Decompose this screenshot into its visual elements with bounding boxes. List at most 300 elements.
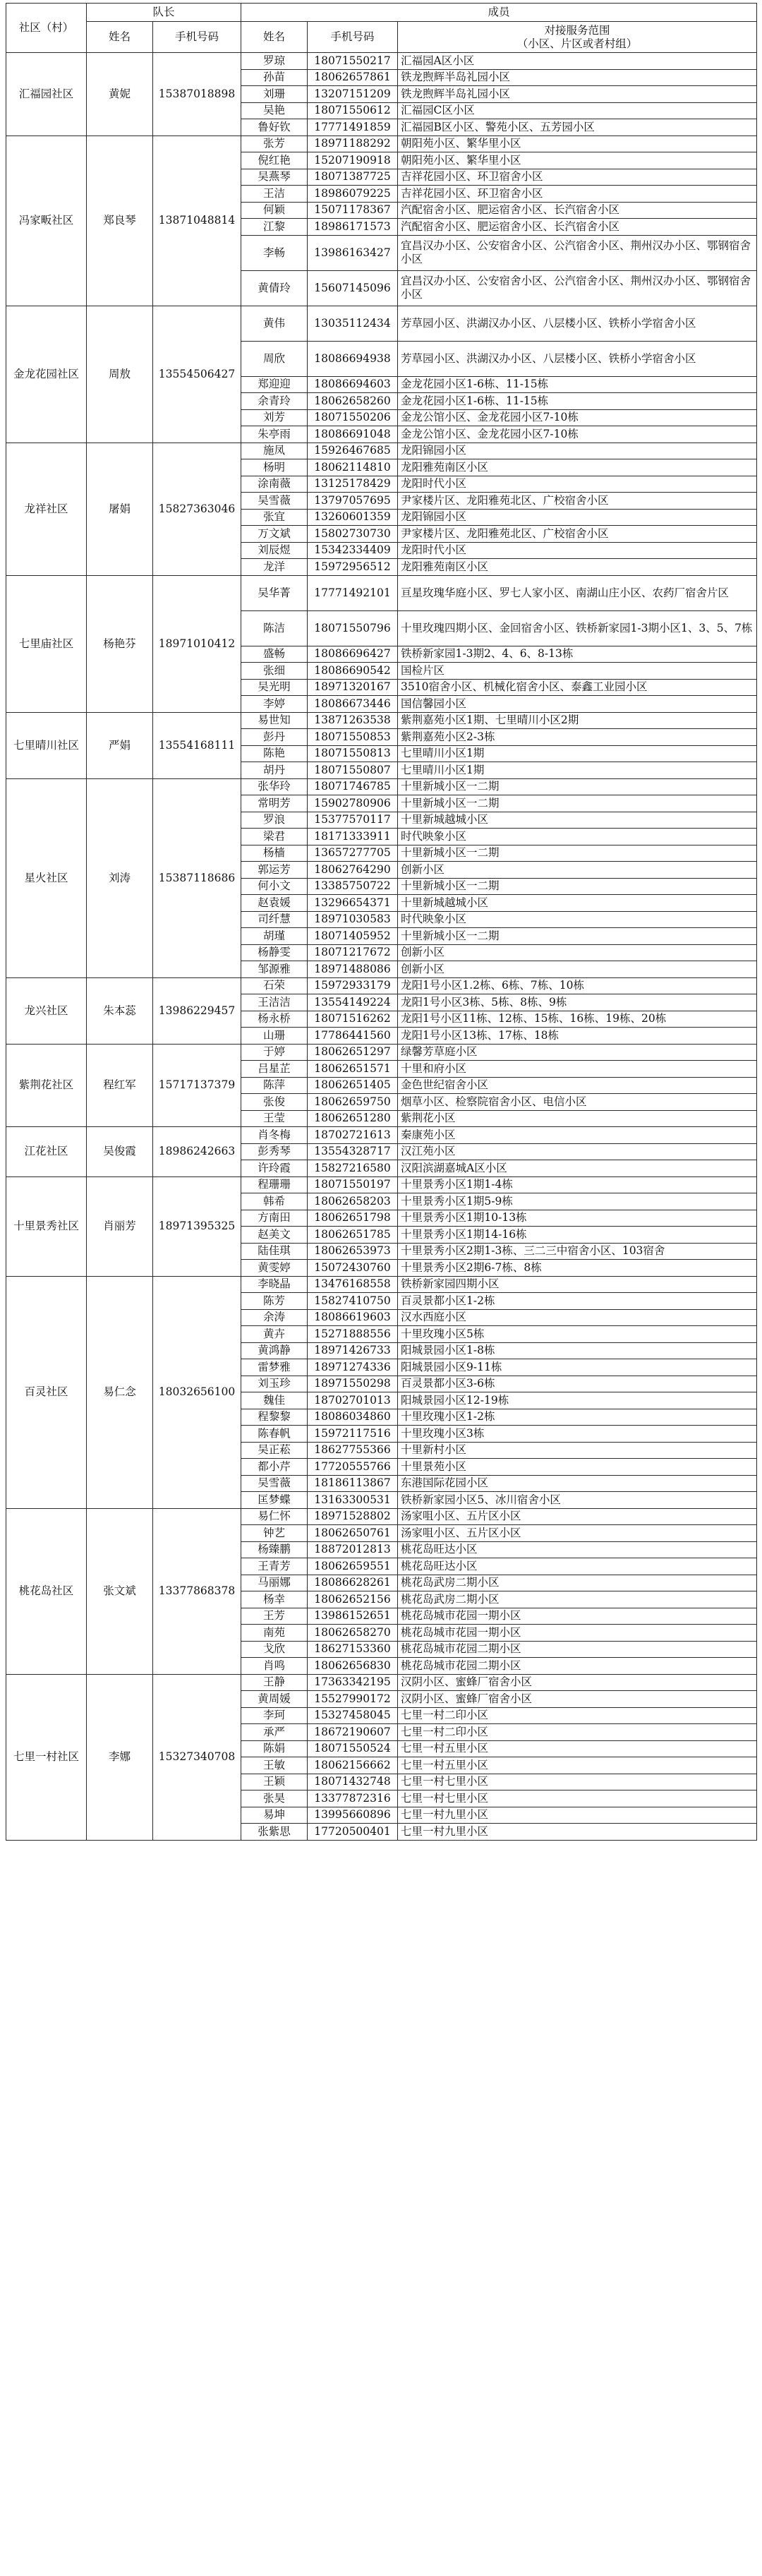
member-scope-cell: 汤家咀小区、五片区小区 xyxy=(398,1508,757,1525)
member-phone-cell: 18071550853 xyxy=(308,729,398,746)
member-scope-cell: 金龙公馆小区、金龙花园小区7-10栋 xyxy=(398,426,757,443)
roster-table xyxy=(6,3,757,1841)
member-name-cell: 吴艳 xyxy=(241,102,308,119)
member-scope-cell: 汽配宿舍小区、肥运宿舍小区、长汽宿舍小区 xyxy=(398,219,757,236)
member-scope-cell: 桃花岛武房二期小区 xyxy=(398,1575,757,1591)
table-row xyxy=(6,1508,757,1525)
member-scope-cell: 金龙花园小区1-6栋、11-15栋 xyxy=(398,393,757,410)
member-scope-cell: 十里新城小区一二期 xyxy=(398,878,757,895)
member-scope-cell: 铁桥新家园四期小区 xyxy=(398,1276,757,1293)
member-scope-cell: 十里玫瑰小区3栋 xyxy=(398,1426,757,1443)
leader-phone-cell: 15827363046 xyxy=(153,443,241,575)
member-phone-cell: 18702701013 xyxy=(308,1392,398,1409)
member-name-cell: 朱亭雨 xyxy=(241,426,308,443)
member-phone-cell: 18071550813 xyxy=(308,745,398,762)
table-row xyxy=(6,575,757,610)
member-phone-cell: 18171333911 xyxy=(308,829,398,845)
member-phone-cell: 18062658260 xyxy=(308,393,398,410)
member-phone-cell: 13871263538 xyxy=(308,712,398,729)
member-name-cell: 肖冬梅 xyxy=(241,1127,308,1144)
member-scope-cell: 宜昌汉办小区、公安宿舍小区、公汽宿舍小区、荆州汉办小区、鄂钢宿舍小区 xyxy=(398,270,757,306)
member-name-cell: 南苑 xyxy=(241,1625,308,1642)
community-name-cell: 桃花岛社区 xyxy=(6,1508,87,1674)
member-name-cell: 李婷 xyxy=(241,696,308,713)
member-name-cell: 余青玲 xyxy=(241,393,308,410)
member-name-cell: 杨永桥 xyxy=(241,1011,308,1028)
member-scope-cell: 亘星玫瑰华庭小区、罗七人家小区、南湖山庄小区、农药厂宿舍片区 xyxy=(398,575,757,610)
member-phone-cell: 15271888556 xyxy=(308,1326,398,1343)
member-phone-cell: 13260601359 xyxy=(308,509,398,526)
member-phone-cell: 15327458045 xyxy=(308,1707,398,1724)
header-community: 社区（村） xyxy=(6,4,87,53)
member-phone-cell: 17771492101 xyxy=(308,575,398,610)
member-scope-cell: 宜昌汉办小区、公安宿舍小区、公汽宿舍小区、荆州汉办小区、鄂钢宿舍小区 xyxy=(398,235,757,270)
member-scope-cell: 铁桥新家园1-3期2、4、6、8-13栋 xyxy=(398,646,757,663)
member-phone-cell: 18971426733 xyxy=(308,1342,398,1359)
member-phone-cell: 18062653973 xyxy=(308,1243,398,1260)
member-phone-cell: 18627153360 xyxy=(308,1641,398,1658)
member-name-cell: 余涛 xyxy=(241,1309,308,1326)
leader-phone-cell: 18971395325 xyxy=(153,1176,241,1276)
member-name-cell: 张昊 xyxy=(241,1790,308,1807)
member-name-cell: 陈春帆 xyxy=(241,1426,308,1443)
leader-name-cell: 程红军 xyxy=(87,1044,153,1127)
leader-phone-cell: 15717137379 xyxy=(153,1044,241,1127)
table-row xyxy=(6,306,757,341)
member-name-cell: 方南田 xyxy=(241,1210,308,1227)
member-phone-cell: 15207190918 xyxy=(308,152,398,169)
member-scope-cell: 龙阳1号小区11栋、12栋、15栋、16栋、19栋、20栋 xyxy=(398,1011,757,1028)
table-row xyxy=(6,1674,757,1691)
member-phone-cell: 18971188292 xyxy=(308,136,398,152)
member-phone-cell: 15827410750 xyxy=(308,1293,398,1310)
member-name-cell: 张紫思 xyxy=(241,1824,308,1841)
leader-phone-cell: 13986229457 xyxy=(153,977,241,1044)
member-name-cell: 胡丹 xyxy=(241,762,308,779)
member-name-cell: 罗浪 xyxy=(241,812,308,829)
member-scope-cell: 紫荆花小区 xyxy=(398,1110,757,1127)
leader-phone-cell: 13554506427 xyxy=(153,306,241,443)
leader-phone-cell: 18986242663 xyxy=(153,1127,241,1177)
member-scope-cell: 3510宿舍小区、机械化宿舍小区、泰鑫工业园小区 xyxy=(398,679,757,696)
member-phone-cell: 13377872316 xyxy=(308,1790,398,1807)
member-scope-cell: 龙阳雅苑南区小区 xyxy=(398,459,757,476)
leader-name-cell: 吴俊霞 xyxy=(87,1127,153,1177)
member-name-cell: 刘珊 xyxy=(241,86,308,103)
member-scope-cell: 七里一村二印小区 xyxy=(398,1724,757,1741)
table-row xyxy=(6,977,757,994)
member-scope-cell: 阳城景园小区1-8栋 xyxy=(398,1342,757,1359)
member-scope-cell: 百灵景都小区1-2栋 xyxy=(398,1293,757,1310)
member-phone-cell: 18071746785 xyxy=(308,778,398,795)
member-phone-cell: 18071550612 xyxy=(308,102,398,119)
member-phone-cell: 17771491859 xyxy=(308,119,398,136)
member-phone-cell: 18071550807 xyxy=(308,762,398,779)
member-scope-cell: 汉阴小区、蜜蜂厂宿舍小区 xyxy=(398,1674,757,1691)
member-scope-cell: 十里新城越城小区 xyxy=(398,812,757,829)
member-scope-cell: 汇福园B区小区、警苑小区、五芳园小区 xyxy=(398,119,757,136)
member-name-cell: 孙苗 xyxy=(241,69,308,86)
member-phone-cell: 15071178367 xyxy=(308,202,398,219)
member-scope-cell: 十里景秀小区2期6-7栋、8栋 xyxy=(398,1260,757,1277)
member-scope-cell: 汇福园C区小区 xyxy=(398,102,757,119)
member-name-cell: 吴正菘 xyxy=(241,1442,308,1459)
member-scope-cell: 桃花岛城市花园一期小区 xyxy=(398,1608,757,1625)
member-phone-cell: 13986152651 xyxy=(308,1608,398,1625)
member-phone-cell: 13296654371 xyxy=(308,895,398,912)
member-name-cell: 胡瑾 xyxy=(241,928,308,945)
member-scope-cell: 吉祥花园小区、环卫宿舍小区 xyxy=(398,186,757,203)
member-scope-cell: 桃花岛旺达小区 xyxy=(398,1541,757,1558)
member-name-cell: 施凤 xyxy=(241,443,308,459)
member-scope-cell: 龙阳1号小区1.2栋、6栋、7栋、10栋 xyxy=(398,977,757,994)
member-scope-cell: 七里一村七里小区 xyxy=(398,1790,757,1807)
member-name-cell: 彭丹 xyxy=(241,729,308,746)
member-name-cell: 王芳 xyxy=(241,1608,308,1625)
member-name-cell: 黄卉 xyxy=(241,1326,308,1343)
member-scope-cell: 七里晴川小区1期 xyxy=(398,762,757,779)
member-scope-cell: 龙阳时代小区 xyxy=(398,476,757,493)
community-name-cell: 十里景秀社区 xyxy=(6,1176,87,1276)
member-phone-cell: 18086694603 xyxy=(308,376,398,393)
member-scope-cell: 汉阳滨湖嘉城A区小区 xyxy=(398,1160,757,1177)
member-name-cell: 王静 xyxy=(241,1674,308,1691)
member-name-cell: 陈芳 xyxy=(241,1293,308,1310)
member-name-cell: 张宜 xyxy=(241,509,308,526)
member-name-cell: 易仁怀 xyxy=(241,1508,308,1525)
member-phone-cell: 15607145096 xyxy=(308,270,398,306)
member-scope-cell: 国检片区 xyxy=(398,663,757,680)
member-name-cell: 梁君 xyxy=(241,829,308,845)
member-scope-cell: 七里一村五里小区 xyxy=(398,1757,757,1774)
member-scope-cell: 汽配宿舍小区、肥运宿舍小区、长汽宿舍小区 xyxy=(398,202,757,219)
member-name-cell: 匡梦蝶 xyxy=(241,1492,308,1509)
header-row-1 xyxy=(6,4,757,22)
member-name-cell: 吕星芷 xyxy=(241,1061,308,1078)
member-phone-cell: 18086673446 xyxy=(308,696,398,713)
member-phone-cell: 18086690542 xyxy=(308,663,398,680)
member-name-cell: 张细 xyxy=(241,663,308,680)
member-scope-cell: 金龙公馆小区、金龙花园小区7-10栋 xyxy=(398,409,757,426)
member-name-cell: 陈艳 xyxy=(241,745,308,762)
member-phone-cell: 15072430760 xyxy=(308,1260,398,1277)
member-name-cell: 倪红艳 xyxy=(241,152,308,169)
header-member-group: 成员 xyxy=(241,4,757,22)
roster-body xyxy=(6,53,757,1841)
member-name-cell: 杨静雯 xyxy=(241,944,308,961)
member-scope-cell: 七里一村九里小区 xyxy=(398,1824,757,1841)
member-scope-cell: 秦康苑小区 xyxy=(398,1127,757,1144)
member-phone-cell: 18086619603 xyxy=(308,1309,398,1326)
member-name-cell: 彭秀琴 xyxy=(241,1143,308,1160)
community-name-cell: 七里晴川社区 xyxy=(6,712,87,778)
member-name-cell: 罗琼 xyxy=(241,53,308,70)
header-row-2 xyxy=(6,22,757,53)
member-name-cell: 赵袁媛 xyxy=(241,895,308,912)
member-name-cell: 黄周媛 xyxy=(241,1691,308,1708)
member-scope-cell: 创新小区 xyxy=(398,961,757,978)
leader-name-cell: 周敖 xyxy=(87,306,153,443)
leader-phone-cell: 13871048814 xyxy=(153,136,241,306)
member-phone-cell: 18071432748 xyxy=(308,1774,398,1790)
member-scope-cell: 朝阳苑小区、繁华里小区 xyxy=(398,152,757,169)
header-member-phone: 手机号码 xyxy=(308,22,398,53)
member-name-cell: 马丽娜 xyxy=(241,1575,308,1591)
member-scope-cell: 十里新城小区一二期 xyxy=(398,928,757,945)
member-scope-cell: 汇福园A区小区 xyxy=(398,53,757,70)
member-phone-cell: 13385750722 xyxy=(308,878,398,895)
member-phone-cell: 15377570117 xyxy=(308,812,398,829)
table-row xyxy=(6,443,757,459)
member-phone-cell: 18062659750 xyxy=(308,1094,398,1111)
member-phone-cell: 18062650761 xyxy=(308,1525,398,1542)
table-row xyxy=(6,1176,757,1193)
member-name-cell: 黄鸿静 xyxy=(241,1342,308,1359)
leader-phone-cell: 18032656100 xyxy=(153,1276,241,1508)
member-scope-cell: 十里景秀小区1期5-9栋 xyxy=(398,1193,757,1210)
table-row xyxy=(6,1276,757,1293)
member-scope-cell: 桃花岛城市花园一期小区 xyxy=(398,1625,757,1642)
member-phone-cell: 18071550206 xyxy=(308,409,398,426)
member-scope-cell: 创新小区 xyxy=(398,862,757,879)
member-name-cell: 刘玉珍 xyxy=(241,1376,308,1392)
member-name-cell: 都小芹 xyxy=(241,1459,308,1476)
member-phone-cell: 18062657861 xyxy=(308,69,398,86)
member-scope-cell: 铁桥新家园小区5、冰川宿舍小区 xyxy=(398,1492,757,1509)
member-phone-cell: 17786441560 xyxy=(308,1028,398,1045)
member-scope-cell: 十里景秀小区1期1-4栋 xyxy=(398,1176,757,1193)
member-name-cell: 黄伟 xyxy=(241,306,308,341)
member-name-cell: 吴华菁 xyxy=(241,575,308,610)
member-phone-cell: 18086628261 xyxy=(308,1575,398,1591)
member-phone-cell: 18971528802 xyxy=(308,1508,398,1525)
leader-phone-cell: 15327340708 xyxy=(153,1674,241,1840)
member-phone-cell: 15926467685 xyxy=(308,443,398,459)
member-phone-cell: 18971274336 xyxy=(308,1359,398,1376)
member-scope-cell: 阳城景园小区9-11栋 xyxy=(398,1359,757,1376)
member-phone-cell: 15972956512 xyxy=(308,559,398,576)
member-phone-cell: 18986171573 xyxy=(308,219,398,236)
member-phone-cell: 18062658203 xyxy=(308,1193,398,1210)
member-name-cell: 鲁好钦 xyxy=(241,119,308,136)
member-name-cell: 程珊珊 xyxy=(241,1176,308,1193)
member-scope-cell: 十里玫瑰小区1-2栋 xyxy=(398,1409,757,1426)
member-phone-cell: 18062656830 xyxy=(308,1658,398,1675)
member-scope-cell: 桃花岛武房二期小区 xyxy=(398,1591,757,1608)
member-phone-cell: 18062764290 xyxy=(308,862,398,879)
member-phone-cell: 15972117516 xyxy=(308,1426,398,1443)
member-name-cell: 吴雪薇 xyxy=(241,493,308,510)
member-name-cell: 陆佳琪 xyxy=(241,1243,308,1260)
community-name-cell: 百灵社区 xyxy=(6,1276,87,1508)
member-phone-cell: 18071550217 xyxy=(308,53,398,70)
table-row xyxy=(6,1127,757,1144)
leader-phone-cell: 18971010412 xyxy=(153,575,241,712)
member-name-cell: 王青芳 xyxy=(241,1558,308,1575)
header-scope xyxy=(398,22,757,53)
member-name-cell: 李晓晶 xyxy=(241,1276,308,1293)
table-row xyxy=(6,53,757,70)
community-name-cell: 龙兴社区 xyxy=(6,977,87,1044)
member-scope-cell: 十里新村小区 xyxy=(398,1442,757,1459)
member-scope-cell: 汉江苑小区 xyxy=(398,1143,757,1160)
member-name-cell: 龙洋 xyxy=(241,559,308,576)
member-phone-cell: 15972933179 xyxy=(308,977,398,994)
member-scope-cell: 十里和府小区 xyxy=(398,1061,757,1078)
member-phone-cell: 13986163427 xyxy=(308,235,398,270)
member-phone-cell: 18062652156 xyxy=(308,1591,398,1608)
member-phone-cell: 15902780906 xyxy=(308,795,398,812)
header-scope-line2: （小区、片区或者村组） xyxy=(516,37,638,50)
member-name-cell: 魏佳 xyxy=(241,1392,308,1409)
member-scope-cell: 七里一村五里小区 xyxy=(398,1740,757,1757)
member-name-cell: 杨臻鹏 xyxy=(241,1541,308,1558)
member-phone-cell: 18086694938 xyxy=(308,341,398,376)
member-name-cell: 陈娟 xyxy=(241,1740,308,1757)
community-name-cell: 金龙花园社区 xyxy=(6,306,87,443)
member-scope-cell: 龙阳锦园小区 xyxy=(398,443,757,459)
leader-name-cell: 易仁念 xyxy=(87,1276,153,1508)
leader-phone-cell: 15387018898 xyxy=(153,53,241,136)
member-phone-cell: 18086034860 xyxy=(308,1409,398,1426)
community-name-cell: 七里庙社区 xyxy=(6,575,87,712)
member-phone-cell: 13797057695 xyxy=(308,493,398,510)
member-name-cell: 郭运芳 xyxy=(241,862,308,879)
member-name-cell: 张俊 xyxy=(241,1094,308,1111)
member-phone-cell: 18062651405 xyxy=(308,1077,398,1094)
leader-name-cell: 刘涛 xyxy=(87,778,153,977)
member-scope-cell: 吉祥花园小区、环卫宿舍小区 xyxy=(398,169,757,186)
member-scope-cell: 十里玫瑰四期小区、金回宿舍小区、铁桥新家园1-3期小区1、3、5、7栋 xyxy=(398,610,757,646)
member-name-cell: 刘芳 xyxy=(241,409,308,426)
member-scope-cell: 金龙花园小区1-6栋、11-15栋 xyxy=(398,376,757,393)
member-phone-cell: 13657277705 xyxy=(308,845,398,862)
member-scope-cell: 国信馨园小区 xyxy=(398,696,757,713)
leader-name-cell: 朱本蕊 xyxy=(87,977,153,1044)
member-phone-cell: 18971488086 xyxy=(308,961,398,978)
header-member-name: 姓名 xyxy=(241,22,308,53)
member-phone-cell: 18062651798 xyxy=(308,1210,398,1227)
member-phone-cell: 13476168558 xyxy=(308,1276,398,1293)
header-scope-line1: 对接服务范围 xyxy=(544,23,610,37)
member-name-cell: 刘辰煜 xyxy=(241,542,308,559)
member-name-cell: 韩希 xyxy=(241,1193,308,1210)
member-phone-cell: 18071217672 xyxy=(308,944,398,961)
member-phone-cell: 18627755366 xyxy=(308,1442,398,1459)
leader-name-cell: 张文斌 xyxy=(87,1508,153,1674)
member-name-cell: 李珂 xyxy=(241,1707,308,1724)
member-name-cell: 张华玲 xyxy=(241,778,308,795)
member-name-cell: 王颖 xyxy=(241,1774,308,1790)
community-name-cell: 江花社区 xyxy=(6,1127,87,1177)
member-phone-cell: 18872012813 xyxy=(308,1541,398,1558)
member-scope-cell: 桃花岛旺达小区 xyxy=(398,1558,757,1575)
member-phone-cell: 18971550298 xyxy=(308,1376,398,1392)
member-phone-cell: 13554149224 xyxy=(308,994,398,1011)
member-name-cell: 易世知 xyxy=(241,712,308,729)
leader-name-cell: 严娟 xyxy=(87,712,153,778)
member-name-cell: 郑迎迎 xyxy=(241,376,308,393)
member-scope-cell: 朝阳苑小区、繁华里小区 xyxy=(398,136,757,152)
member-phone-cell: 17363342195 xyxy=(308,1674,398,1691)
member-scope-cell: 十里景秀小区1期14-16栋 xyxy=(398,1227,757,1244)
member-scope-cell: 龙阳1号小区13栋、17栋、18栋 xyxy=(398,1028,757,1045)
member-name-cell: 山珊 xyxy=(241,1028,308,1045)
member-phone-cell: 18062658270 xyxy=(308,1625,398,1642)
member-name-cell: 周欣 xyxy=(241,341,308,376)
member-name-cell: 盛畅 xyxy=(241,646,308,663)
member-phone-cell: 18971320167 xyxy=(308,679,398,696)
leader-name-cell: 郑良琴 xyxy=(87,136,153,306)
leader-phone-cell: 15387118686 xyxy=(153,778,241,977)
member-name-cell: 万文斌 xyxy=(241,526,308,543)
member-name-cell: 何小文 xyxy=(241,878,308,895)
member-scope-cell: 铁龙煦辉半岛礼园小区 xyxy=(398,69,757,86)
member-phone-cell: 18071550197 xyxy=(308,1176,398,1193)
member-scope-cell: 十里景苑小区 xyxy=(398,1459,757,1476)
member-scope-cell: 十里新城小区一二期 xyxy=(398,795,757,812)
member-phone-cell: 18986079225 xyxy=(308,186,398,203)
member-scope-cell: 龙阳锦园小区 xyxy=(398,509,757,526)
leader-phone-cell: 13554168111 xyxy=(153,712,241,778)
table-row xyxy=(6,1044,757,1061)
member-scope-cell: 汤家咀小区、五片区小区 xyxy=(398,1525,757,1542)
member-scope-cell: 十里景秀小区1期10-13栋 xyxy=(398,1210,757,1227)
member-phone-cell: 15527990172 xyxy=(308,1691,398,1708)
member-scope-cell: 金色世纪宿舍小区 xyxy=(398,1077,757,1094)
member-phone-cell: 18086696427 xyxy=(308,646,398,663)
member-scope-cell: 绿馨芳草庭小区 xyxy=(398,1044,757,1061)
member-name-cell: 江黎 xyxy=(241,219,308,236)
member-scope-cell: 汉水西庭小区 xyxy=(398,1309,757,1326)
community-name-cell: 汇福园社区 xyxy=(6,53,87,136)
member-name-cell: 吴燕琴 xyxy=(241,169,308,186)
member-scope-cell: 紫荆嘉苑小区1期、七里晴川小区2期 xyxy=(398,712,757,729)
member-scope-cell: 烟草小区、检察院宿舍小区、电信小区 xyxy=(398,1094,757,1111)
member-name-cell: 黄雯婷 xyxy=(241,1260,308,1277)
member-name-cell: 张芳 xyxy=(241,136,308,152)
member-scope-cell: 七里一村七里小区 xyxy=(398,1774,757,1790)
member-scope-cell: 龙阳1号小区3栋、5栋、8栋、9栋 xyxy=(398,994,757,1011)
member-scope-cell: 十里新城小区一二期 xyxy=(398,845,757,862)
leader-name-cell: 杨艳芬 xyxy=(87,575,153,712)
member-name-cell: 何颖 xyxy=(241,202,308,219)
member-phone-cell: 18086691048 xyxy=(308,426,398,443)
member-phone-cell: 13163300531 xyxy=(308,1492,398,1509)
member-phone-cell: 18062659551 xyxy=(308,1558,398,1575)
member-phone-cell: 13995660896 xyxy=(308,1807,398,1824)
member-phone-cell: 18071405952 xyxy=(308,928,398,945)
member-scope-cell: 百灵景都小区3-6栋 xyxy=(398,1376,757,1392)
community-name-cell: 冯家畈社区 xyxy=(6,136,87,306)
member-scope-cell: 七里晴川小区1期 xyxy=(398,745,757,762)
header-leader-group: 队长 xyxy=(87,4,241,22)
member-phone-cell: 13207151209 xyxy=(308,86,398,103)
member-name-cell: 黄倩玲 xyxy=(241,270,308,306)
member-phone-cell: 18971030583 xyxy=(308,911,398,928)
member-phone-cell: 17720500401 xyxy=(308,1824,398,1841)
member-name-cell: 陈洁 xyxy=(241,610,308,646)
member-name-cell: 杨幸 xyxy=(241,1591,308,1608)
member-phone-cell: 18062651297 xyxy=(308,1044,398,1061)
member-name-cell: 钟艺 xyxy=(241,1525,308,1542)
community-name-cell: 紫荆花社区 xyxy=(6,1044,87,1127)
member-name-cell: 赵美文 xyxy=(241,1227,308,1244)
leader-name-cell: 黄妮 xyxy=(87,53,153,136)
member-name-cell: 许玲霞 xyxy=(241,1160,308,1177)
member-scope-cell: 桃花岛城市花园二期小区 xyxy=(398,1658,757,1675)
member-scope-cell: 十里新城越城小区 xyxy=(398,895,757,912)
